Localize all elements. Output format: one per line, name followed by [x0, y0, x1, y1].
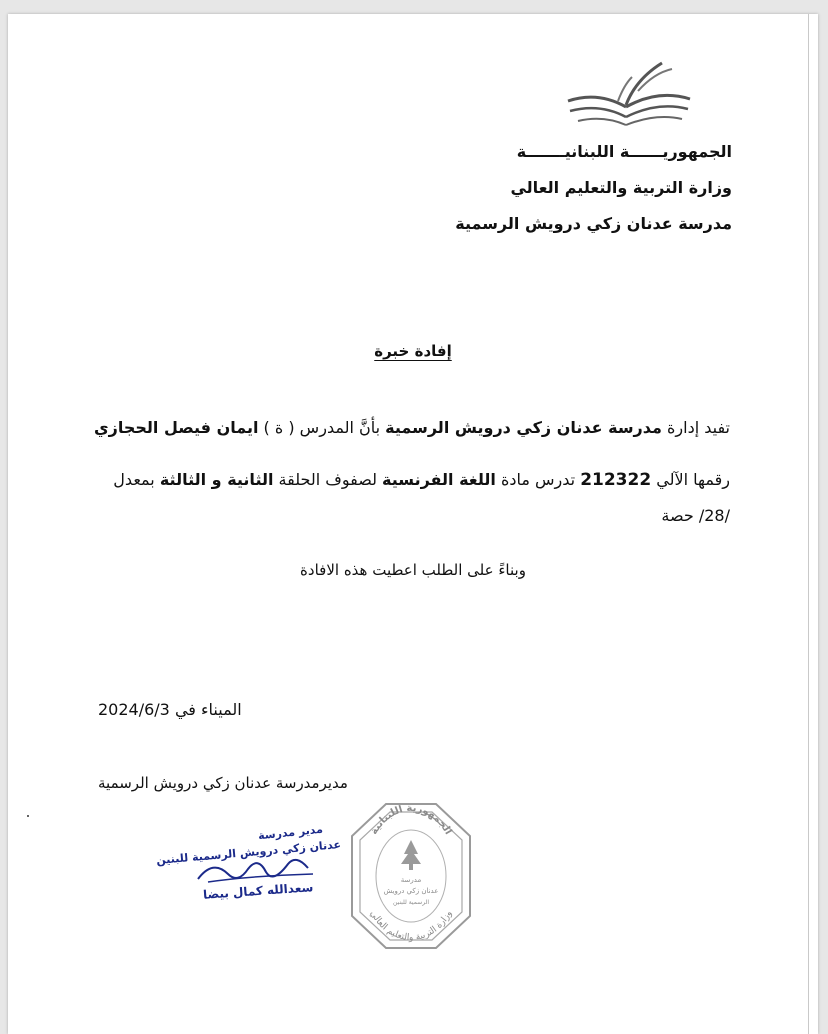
body-line-3: /28/ حصة	[661, 506, 730, 525]
signature-line-2: عدنان زكي درويش الرسمية للبنين	[155, 837, 342, 868]
top-strip	[0, 0, 828, 14]
seal-top-text: الجمهورية اللبنانية	[368, 802, 454, 837]
body-line-2: رقمها الآلي 212322 تدرس مادة اللغة الفرنسية لصفوف الحلقة الثانية و الثالثة بمعدل	[113, 470, 730, 490]
seal-bottom-text: وزارة التربية والتعليم العالي	[367, 908, 455, 943]
header-republic: الجمهوريــــــة اللبنانيـــــــة	[516, 142, 732, 161]
principal-signature	[138, 824, 343, 919]
ministry-logo-icon	[558, 59, 698, 137]
page-edge-line	[808, 14, 809, 1034]
teacher-name: ايمان فيصل الحجازي	[93, 418, 259, 437]
signature-line-3: سعدالله كمال بيضا	[202, 880, 314, 902]
school-name: مدرسة عدنان زكي درويش الرسمية	[385, 418, 662, 437]
body-line-1: تفيد إدارة مدرسة عدنان زكي درويش الرسمية بأنَّ المدرس ( ة ) ايمان فيصل الحجازي	[93, 418, 730, 437]
document-page	[8, 14, 818, 1034]
signature-scribble-icon	[138, 824, 343, 919]
header-ministry: وزارة التربية والتعليم العالي	[510, 178, 732, 197]
date-line: الميناء في 2024/6/3	[98, 700, 242, 719]
document-title: إفادة خبرة	[374, 342, 452, 360]
seal-center-2: عدنان زكي درويش	[383, 887, 439, 895]
principal-line: مديرمدرسة عدنان زكي درويش الرسمية	[98, 774, 348, 792]
svg-text:وزارة التربية والتعليم العالي	[368, 909, 455, 943]
header-school: مدرسة عدنان زكي درويش الرسمية	[455, 214, 732, 233]
employee-number: 212322	[580, 470, 652, 490]
subject-name: اللغة الفرنسية	[382, 470, 496, 489]
school-seal-icon	[346, 796, 476, 956]
stray-dot	[27, 815, 29, 817]
seal-center-3: الرسمية للبنين	[392, 899, 430, 906]
cycles: الثانية و الثالثة	[159, 470, 274, 489]
signature-line-1: مدير مدرسة	[257, 822, 324, 843]
seal-center-1: مدرسة	[400, 876, 422, 884]
closing-line: وبناءً على الطلب اعطيت هذه الافادة	[300, 561, 526, 579]
